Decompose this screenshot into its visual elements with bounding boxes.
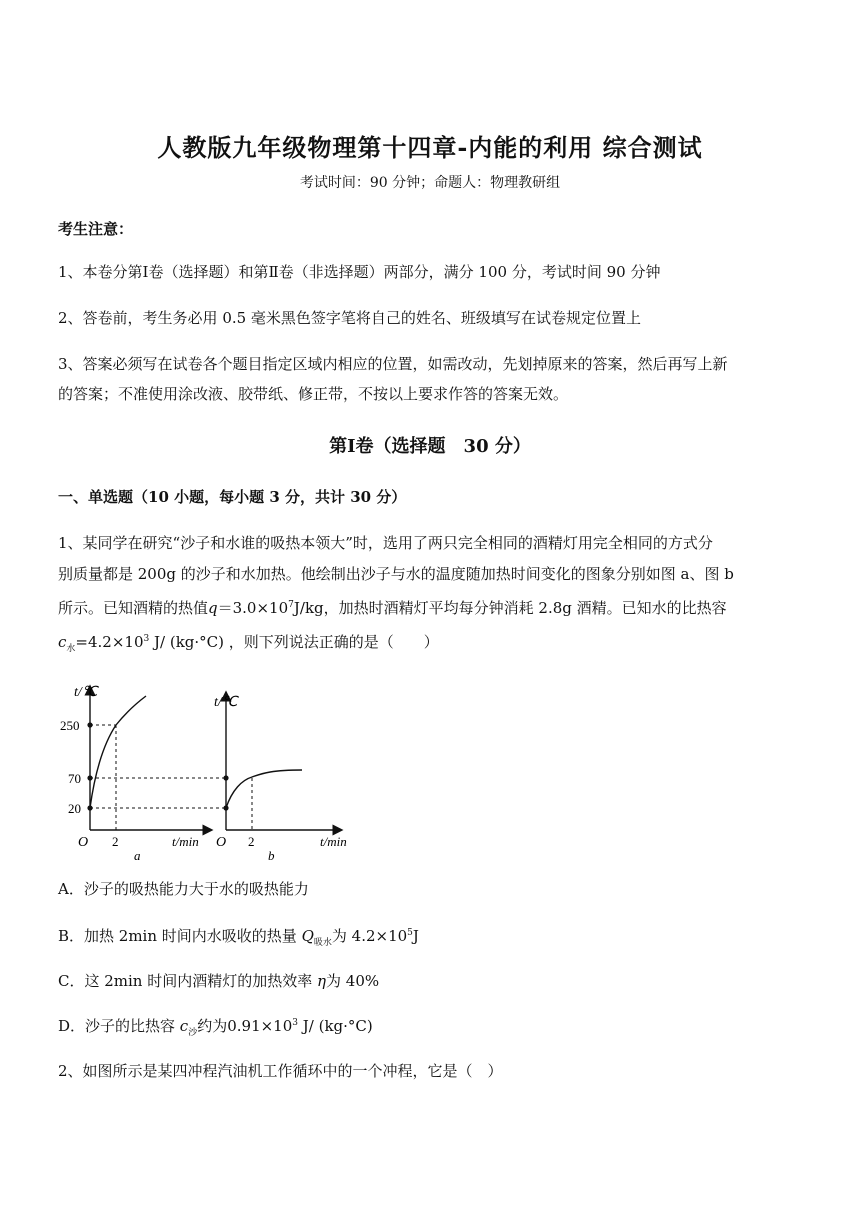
graph-b (214, 695, 347, 860)
question-1-text (58, 528, 808, 665)
graph-b-x-label: t/min (320, 834, 347, 849)
graph-a-point-250 (87, 722, 92, 727)
q1-l3-mid: ＝3.0×10 (217, 599, 289, 617)
q1-q-var: q (208, 599, 218, 617)
q1-c-post: 为 40% (326, 972, 380, 990)
q1-c-eta: η (317, 972, 327, 990)
tick-250: 250 (60, 718, 80, 733)
q1-l3-exp: 7 (288, 600, 294, 610)
q1-d-exp: 3 (292, 1018, 299, 1028)
q1-c-sub: 水 (66, 644, 76, 654)
graph-a-y-label: t/℃ (74, 685, 98, 700)
q1-option-b (58, 925, 419, 948)
graph-a (60, 685, 208, 860)
q1-b-exp: 5 (407, 928, 413, 938)
q1-b-pre: B．加热 2min 时间内水吸收的热量 (58, 927, 302, 945)
exam-title: 人教版九年级物理第十四章-内能的利用 综合测试 (157, 133, 703, 162)
tick-20: 20 (68, 801, 81, 816)
graph-b-curve (226, 770, 302, 808)
q1-l4-mid: =4.2×10 (75, 633, 144, 651)
q1-l3-pre: 所示。已知酒精的热值 (58, 599, 209, 617)
q1-d-mid: 约为0.91×10 (197, 1017, 293, 1035)
q1-b-mid: 为 4.2×10 (331, 927, 408, 945)
notice-item-3: 3、答案必须写在试卷各个题目指定区域内相应的位置，如需改动，先划掉原来的答案，然后再写上新 (58, 355, 728, 373)
graph-a-caption: a (134, 848, 141, 860)
q1-l4-unit: J/ (kg·°C) (149, 633, 224, 651)
graph-b-point-70 (223, 775, 228, 780)
q1-line-1: 1、某同学在研究“沙子和水谁的吸热本领大”时，选用了两只完全相同的酒精灯用完全相同的方式分 (58, 534, 713, 552)
question-group-heading: 一、单选题（10 小题，每小题 3 分，共计 30 分） (58, 488, 407, 506)
q1-b-sub: 吸水 (313, 938, 332, 948)
notice-item-3-cont: 的答案；不准使用涂改液、胶带纸、修正带，不按以上要求作答的答案无效。 (58, 385, 569, 403)
q1-b-post: J (412, 927, 419, 945)
temperature-graphs-figure (58, 680, 368, 860)
q1-d-sub: 沙 (188, 1028, 198, 1038)
q1-c-pre: C．这 2min 时间内酒精灯的加热效率 (58, 972, 318, 990)
graph-b-y-label: t/℃ (214, 695, 238, 710)
notice-item-2: 2、答卷前，考生务必用 0.5 毫米黑色签字笔将自己的姓名、班级填写在试卷规定位置上 (58, 309, 641, 327)
q1-option-c (58, 970, 379, 991)
q1-l4-post: ，则下列说法正确的是（ ） (224, 633, 439, 651)
tick-70: 70 (68, 771, 81, 786)
graph-b-caption: b (268, 848, 275, 860)
exam-subtitle: 考试时间：90 分钟；命题人：物理教研组 (299, 175, 561, 191)
q1-line-3 (58, 590, 808, 624)
notice-heading: 考生注意： (58, 220, 134, 238)
notice-item-1: 1、本卷分第Ⅰ卷（选择题）和第Ⅱ卷（非选择题）两部分，满分 100 分，考试时间 90 分钟 (58, 263, 661, 281)
q1-line-4 (58, 624, 808, 665)
section-title: 第Ⅰ卷（选择题 30 分） (329, 436, 531, 457)
q1-option-a: A．沙子的吸热能力大于水的吸热能力 (58, 880, 309, 898)
graph-a-x-tick: 2 (112, 834, 119, 849)
q1-b-q: Q (301, 927, 314, 945)
q1-option-d (58, 1015, 373, 1038)
q1-d-c: c (179, 1017, 189, 1035)
graph-a-curve (90, 696, 146, 808)
q1-l4-exp: 3 (143, 634, 150, 644)
q1-d-pre: D．沙子的比热容 (58, 1017, 180, 1035)
q1-line-2: 别质量都是 200g 的沙子和水加热。他绘制出沙子与水的温度随加热时间变化的图象分别如图 a、图 b (58, 565, 734, 583)
graph-a-x-label: t/min (172, 834, 199, 849)
graph-b-point-20 (223, 805, 228, 810)
q1-l3-post: J/kg，加热时酒精灯平均每分钟消耗 2.8g 酒精。已知水的比热容 (293, 599, 727, 617)
graph-b-x-tick: 2 (248, 834, 255, 849)
question-2-text: 2、如图所示是某四冲程汽油机工作循环中的一个冲程，它是（ ） (58, 1062, 503, 1080)
q1-c-var: c (58, 633, 67, 651)
q1-d-post: J/ (kg·°C) (298, 1017, 373, 1035)
graph-b-origin: O (216, 835, 227, 850)
graph-a-origin: O (78, 835, 89, 850)
